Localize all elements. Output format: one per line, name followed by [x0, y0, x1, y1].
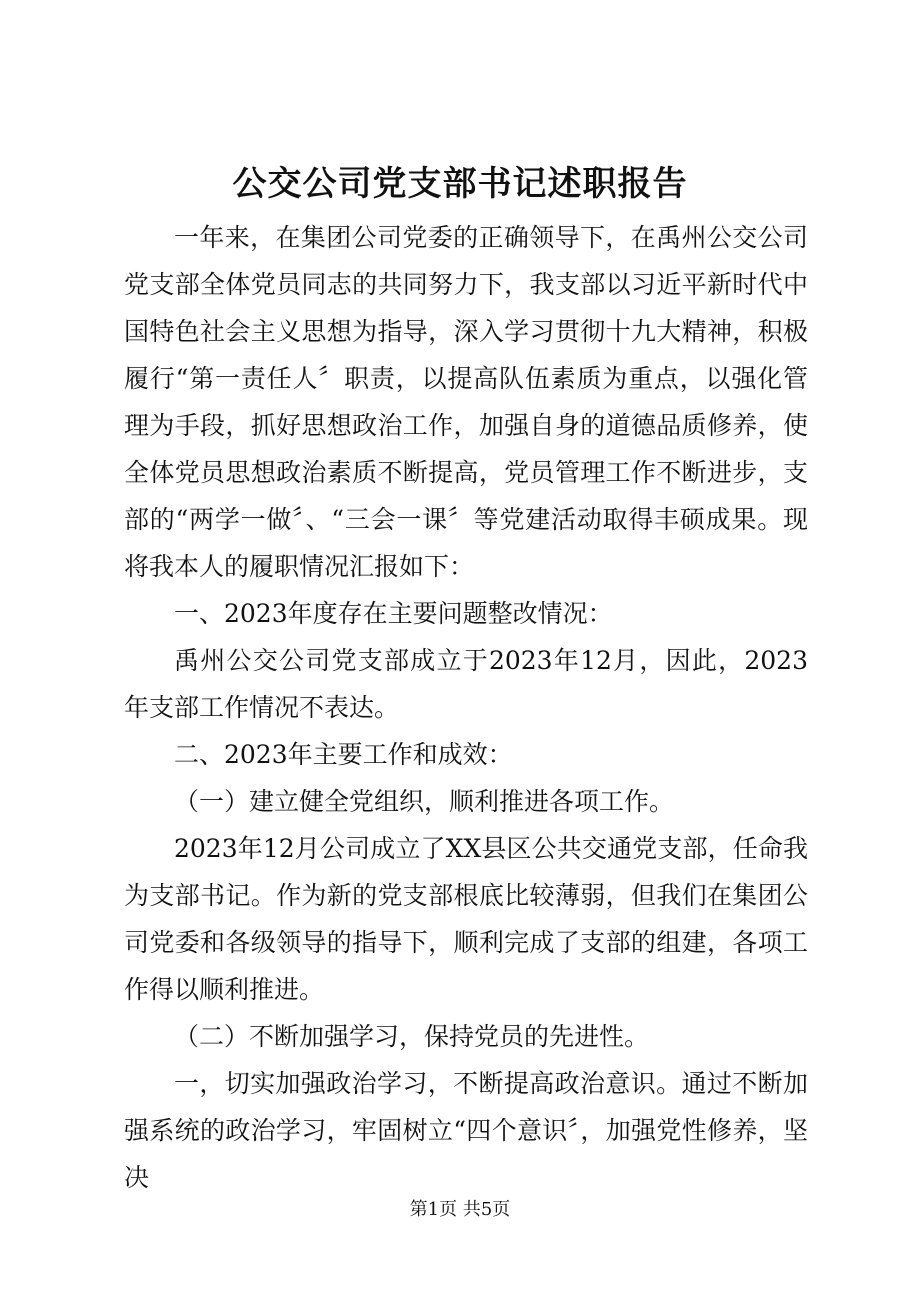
heading-section-one: 一、2023年度存在主要问题整改情况： [174, 599, 613, 628]
paragraph-intro: 一年来，在集团公司党委的正确领导下，在禹州公交公司党支部全体党员同志的共同努力下，我支部以习近平新时代中国特色社会主义思想为指导，深入学习贯彻十九大精神，积极履行“第一责任人〞职责，以提高队伍素质为重点，以强化管理为手段，抓好思想政治工作，加强自身的道德品质修养，使全体党员思想政治素质不断提高，党员管理工作不断进步，支部的“两学一做〞、“三会一课〞等党建活动取得丰硕成果。现将我本人的履职情况汇报如下： [124, 223, 808, 581]
page-number-footer: 第1页 共5页 [409, 1199, 511, 1220]
paragraph-subheading-one: 2023年12月公司成立了XX县区公共交通党支部，任命我为支部书记。作为新的党支部根底比较薄弱，但我们在集团公司党委和各级领导的指导下，顺利完成了支部的组建，各项工作得以顺利推进。 [124, 834, 808, 1004]
document-body [124, 214, 808, 1201]
subheading-one: （一）建立健全党组织，顺利推进各项工作。 [174, 787, 675, 816]
heading-section-two: 二、2023年主要工作和成效： [174, 740, 513, 769]
paragraph-subheading-two: 一，切实加强政治学习，不断提高政治意识。通过不断加强系统的政治学习，牢固树立“四个意识〞，加强党性修养，坚决 [124, 1069, 808, 1192]
subheading-two: （二）不断加强学习，保持党员的先进性。 [174, 1022, 650, 1051]
document-title: 公交公司党支部书记述职报告 [232, 164, 688, 204]
paragraph-section-one: 禹州公交公司党支部成立于2023年12月，因此，2023年支部工作情况不表达。 [124, 646, 808, 722]
